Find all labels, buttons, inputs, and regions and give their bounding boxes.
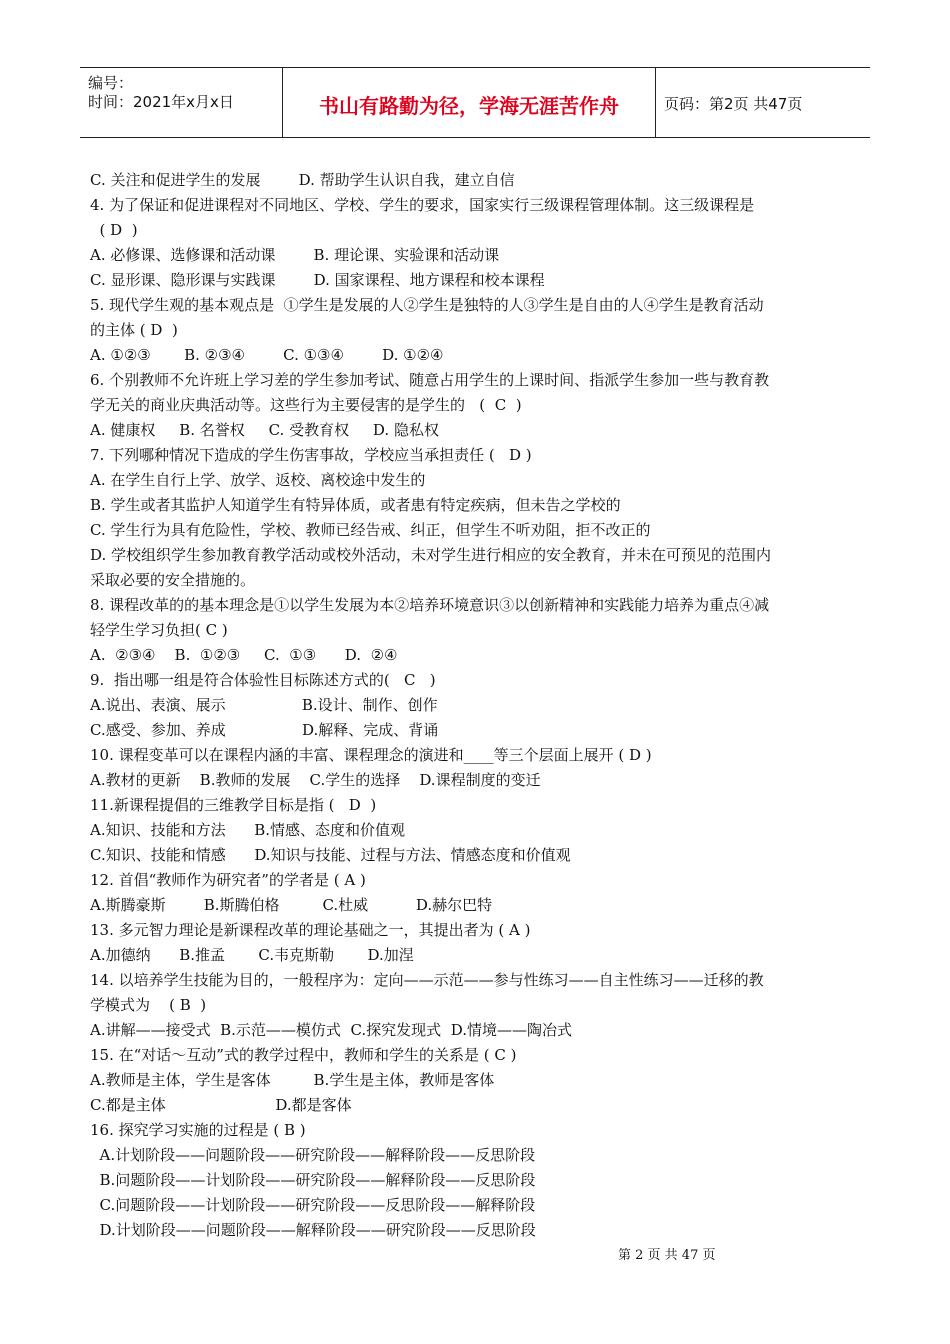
text-line: D.计划阶段——问题阶段——解释阶段——研究阶段——反思阶段 [90, 1221, 536, 1239]
text-line: A.知识、技能和方法 B.情感、态度和价值观 [90, 821, 406, 839]
text-line: 学模式为 ( B ) [90, 996, 207, 1014]
question-content [90, 168, 870, 1243]
text-line: A.教材的更新 B.教师的发展 C.学生的选择 D.课程制度的变迁 [90, 771, 541, 789]
text-line: A. ①②③ B. ②③④ C. ①③④ D. ①②④ [90, 346, 444, 364]
text-line: 13. 多元智力理论是新课程改革的理论基础之一，其提出者为 ( A ) [90, 921, 531, 939]
text-line: C. 学生行为具有危险性，学校、教师已经告戒、纠正，但学生不听劝阻，拒不改正的 [90, 521, 651, 539]
text-line: 8. 课程改革的的基本理念是①以学生发展为本②培养环境意识③以创新精神和实践能力培养为重点④减 [90, 596, 770, 614]
header-page-code: 页码：第2页 共47页 [664, 95, 803, 113]
text-line: A. 健康权 B. 名誉权 C. 受教育权 D. 隐私权 [90, 421, 439, 439]
text-line: 7. 下列哪种情况下造成的学生伤害事故，学校应当承担责任 ( D ) [90, 446, 532, 464]
text-line: 15. 在“对话～互动”式的教学过程中，教师和学生的关系是 ( C ) [90, 1046, 517, 1064]
header-left-cell [80, 68, 282, 137]
text-line: A.讲解——接受式 B.示范——模仿式 C.探究发现式 D.情境——陶冶式 [90, 1021, 572, 1039]
text-line: ( D ) [90, 221, 138, 239]
text-line: C.问题阶段——计划阶段——研究阶段——反思阶段——解释阶段 [90, 1196, 536, 1214]
doc-number-label: 编号： [88, 74, 134, 92]
text-line: 4. 为了保证和促进课程对不同地区、学校、学生的要求，国家实行三级课程管理体制。这三级课程是 [90, 196, 755, 214]
header-motto: 书山有路勤为径，学海无涯苦作舟 [319, 94, 619, 118]
page-footer: 第 2 页 共 47 页 [618, 1248, 716, 1263]
text-line: C.感受、参加、养成 D.解释、完成、背诵 [90, 721, 439, 739]
text-line: C. 关注和促进学生的发展 D. 帮助学生认识自我，建立自信 [90, 171, 515, 189]
text-line: A.说出、表演、展示 B.设计、制作、创作 [90, 696, 438, 714]
text-line: D. 学校组织学生参加教育教学活动或校外活动，未对学生进行相应的安全教育，并未在可预见的范围内 [90, 546, 772, 564]
text-line: 11.新课程提倡的三维教学目标是指 ( D ) [90, 796, 377, 814]
text-line: A.教师是主体，学生是客体 B.学生是主体，教师是客体 [90, 1071, 495, 1089]
text-line: A.计划阶段——问题阶段——研究阶段——解释阶段——反思阶段 [90, 1146, 536, 1164]
text-line: A. 必修课、选修课和活动课 B. 理论课、实验课和活动课 [90, 246, 500, 264]
text-line: 轻学生学习负担( C ) [90, 621, 228, 639]
header-middle-cell [282, 68, 656, 137]
text-line: A. 在学生自行上学、放学、返校、离校途中发生的 [90, 471, 426, 489]
text-line: A. ②③④ B. ①②③ C. ①③ D. ②④ [90, 646, 398, 664]
header-right-cell [654, 68, 870, 137]
text-line: B.问题阶段——计划阶段——研究阶段——解释阶段——反思阶段 [90, 1171, 536, 1189]
text-line: C.知识、技能和情感 D.知识与技能、过程与方法、情感态度和价值观 [90, 846, 571, 864]
text-line: 6. 个别教师不允许班上学习差的学生参加考试、随意占用学生的上课时间、指派学生参加一些与教育教 [90, 371, 770, 389]
text-line: 的主体 ( D ) [90, 321, 178, 339]
text-line: A.加德纳 B.推孟 C.韦克斯勒 D.加涅 [90, 946, 414, 964]
text-line: 12. 首倡“教师作为研究者”的学者是 ( A ) [90, 871, 366, 889]
text-line: 14. 以培养学生技能为目的，一般程序为：定向——示范——参与性练习——自主性练习——迁移的教 [90, 971, 764, 989]
text-line: B. 学生或者其监护人知道学生有特异体质，或者患有特定疾病，但未告之学校的 [90, 496, 621, 514]
text-line: C.都是主体 D.都是客体 [90, 1096, 352, 1114]
page-header [80, 67, 870, 138]
text-line: 学无关的商业庆典活动等。这些行为主要侵害的是学生的 ( C ) [90, 396, 522, 414]
text-line: 16. 探究学习实施的过程是 ( B ) [90, 1121, 306, 1139]
text-line: 10. 课程变革可以在课程内涵的丰富、课程理念的演进和____等三个层面上展开 ( D ) [90, 746, 652, 764]
text-line: A.斯腾豪斯 B.斯腾伯格 C.杜威 D.赫尔巴特 [90, 896, 493, 914]
text-line: 9. 指出哪一组是符合体验性目标陈述方式的( C ) [90, 671, 436, 689]
text-line: C. 显形课、隐形课与实践课 D. 国家课程、地方课程和校本课程 [90, 271, 545, 289]
text-line: 采取必要的安全措施的。 [90, 571, 256, 589]
doc-time-label: 时间：2021年x月x日 [88, 93, 234, 111]
text-line: 5. 现代学生观的基本观点是 ①学生是发展的人②学生是独特的人③学生是自由的人④学生是教育活动 [90, 296, 764, 314]
